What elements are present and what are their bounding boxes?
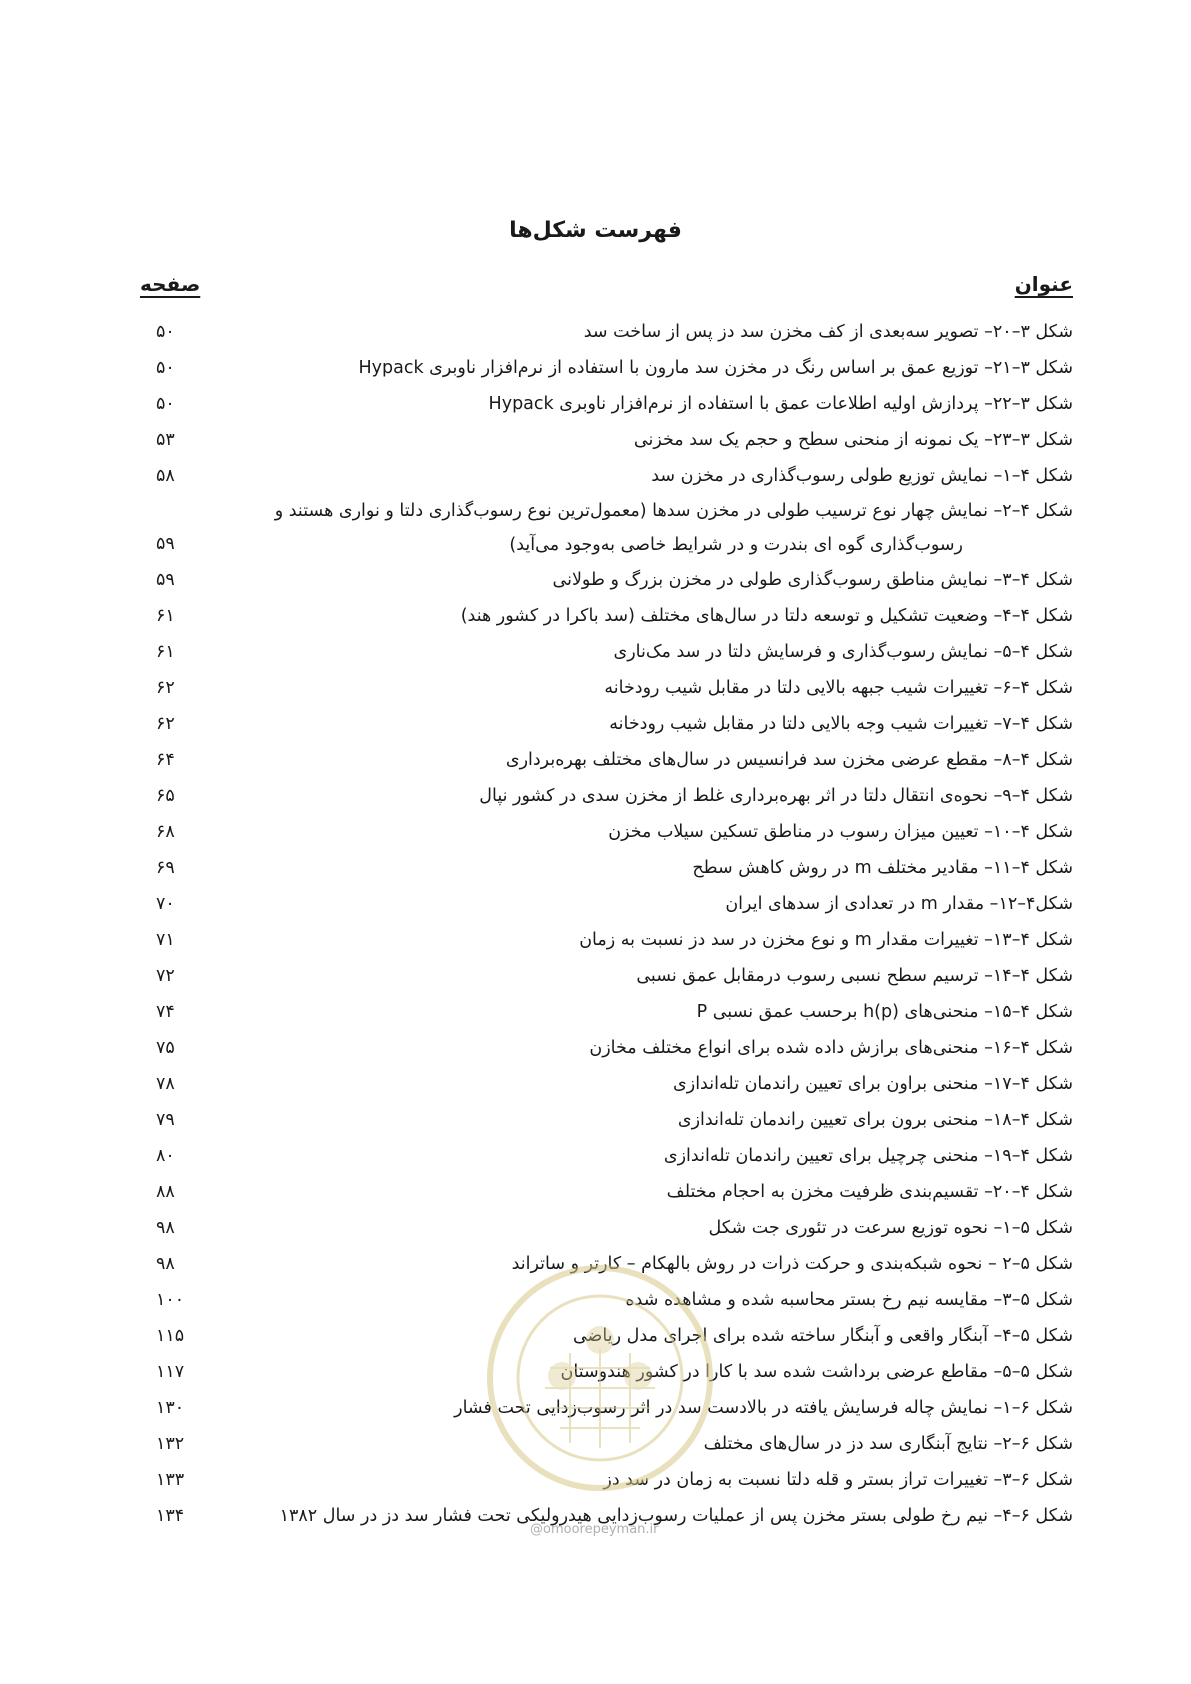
toc-entry-title: شکل ۴–۱۴– ترسیم سطح نسبی رسوب درمقابل عمق نسبی	[636, 966, 1073, 986]
toc-entry-page: ۷۹	[156, 1110, 175, 1130]
toc-entry	[140, 1066, 1073, 1102]
toc-entry	[140, 562, 1073, 598]
watermark-url: @omoorepeyman.ir	[530, 1522, 659, 1537]
toc-entry-page: ۶۴	[156, 750, 175, 770]
toc-entry-title: شکل ۴–۳– نمایش مناطق رسوب‌گذاری طولی در مخزن بزرگ و طولانی	[552, 570, 1073, 590]
toc-entry	[140, 314, 1073, 350]
toc-entry-title: شکل ۴–۷– تغییرات شیب وجه بالایی دلتا در مقابل شیب رودخانه	[609, 714, 1073, 734]
toc-entry-page: ۱۳۴	[156, 1506, 185, 1526]
toc-entry-title: شکل ۴–۱۱– مقادیر مختلف m در روش کاهش سطح	[692, 858, 1073, 878]
toc-entry-page: ۶۲	[156, 714, 175, 734]
toc-entry-title: شکل ۴–۱۸– منحنی برون برای تعیین راندمان تله‌اندازی	[677, 1110, 1073, 1130]
toc-entry-title: شکل ۴–۲– نمایش چهار نوع ترسیب طولی در مخزن سدها (معمول‌ترین نوع رسوب‌گذاری دلتا و نواری هستند و رسوب‌گذاری گوه ای بندرت و در شرایط خاصی به‌وجود می‌آید)	[140, 494, 1073, 562]
toc-entry-page: ۹۸	[156, 1218, 175, 1238]
toc-entry-title: شکل ۴–۱۵– منحنی‌های h(p) برحسب عمق نسبی P	[696, 1002, 1073, 1022]
toc-entry	[140, 1138, 1073, 1174]
toc-entry-title: شکل ۵–۲ – نحوه شبکه‌بندی و حرکت ذرات در روش بالهکام – کارتر و ساتراند	[511, 1254, 1073, 1274]
toc-entry-page: ۶۲	[156, 678, 175, 698]
toc-entry-title: شکل ۴–۱۶– منحنی‌های برازش داده شده برای انواع مختلف مخازن	[589, 1038, 1073, 1058]
column-header-page: صفحه	[140, 272, 201, 296]
toc-entry-title: شکل ۳–۲۱– توزیع عمق بر اساس رنگ در مخزن سد مارون با استفاده از نرم‌افزار ناوبری Hypack	[358, 358, 1073, 378]
toc-entry-page: ۷۸	[156, 1074, 175, 1094]
toc-entry-page: ۱۰۰	[156, 1290, 185, 1310]
toc-entry-page: ۱۳۳	[156, 1470, 185, 1490]
toc-entry	[140, 458, 1073, 494]
toc-entry-page: ۹۸	[156, 1254, 175, 1274]
toc-entry	[140, 886, 1073, 922]
toc-entry	[140, 814, 1073, 850]
toc-entry	[140, 1030, 1073, 1066]
toc-entry-page: ۵۹	[156, 570, 175, 590]
toc-entry	[140, 994, 1073, 1030]
toc-entry-page: ۷۲	[156, 966, 175, 986]
toc-entry-title: شکل ۴–۱۳– تغییرات مقدار m و نوع مخزن در سد دز نسبت به زمان	[579, 930, 1073, 950]
toc-entry	[140, 922, 1073, 958]
toc-entry-page: ۵۸	[156, 466, 175, 486]
toc-entry-page: ۵۳	[156, 430, 175, 450]
toc-entry-page: ۱۳۲	[156, 1434, 185, 1454]
toc-entry	[140, 742, 1073, 778]
toc-entry-page: ۷۴	[156, 1002, 175, 1022]
toc-entry	[140, 386, 1073, 422]
toc-entry-title: شکل ۴–۵– نمایش رسوب‌گذاری و فرسایش دلتا در سد مک‌ناری	[613, 642, 1073, 662]
toc-entry	[140, 1174, 1073, 1210]
toc-entry-page: ۵۰	[156, 358, 175, 378]
toc-entry-page: ۶۸	[156, 822, 175, 842]
toc-entry-title: شکل ۴–۱۰– تعیین میزان رسوب در مناطق تسکین سیلاب مخزن	[608, 822, 1073, 842]
toc-entry-title: شکل ۴–۱۷– منحنی براون برای تعیین راندمان تله‌اندازی	[673, 1074, 1073, 1094]
toc-entry-title: شکل ۳–۲۲– پردازش اولیه اطلاعات عمق با استفاده از نرم‌افزار ناوبری Hypack	[488, 394, 1073, 414]
toc-entry-title: شکل ۴–۲۰– تقسیم‌بندی ظرفیت مخزن به احجام مختلف	[666, 1182, 1073, 1202]
toc-entry	[140, 706, 1073, 742]
toc-entry	[140, 1210, 1073, 1246]
toc-entry-title: شکل ۴–۴– وضعیت تشکیل و توسعه دلتا در سال‌های مختلف (سد باکرا در کشور هند)	[460, 606, 1073, 626]
toc-entry-page: ۵۰	[156, 322, 175, 342]
toc-entry	[140, 850, 1073, 886]
toc-entry-title: شکل ۴–۶– تغییرات شیب جبهه بالایی دلتا در مقابل شیب رودخانه	[604, 678, 1073, 698]
toc-entry-page: ۶۵	[156, 786, 175, 806]
toc-entry-page: ۵۰	[156, 394, 175, 414]
toc-entry-title: شکل ۵–۵– مقاطع عرضی برداشت شده سد با کارا در کشور هندوستان	[560, 1362, 1073, 1382]
toc-entry-page: ۸۸	[156, 1182, 175, 1202]
toc-entry-page: ۷۰	[156, 894, 175, 914]
toc-entry	[140, 670, 1073, 706]
toc-entry-page: ۱۱۷	[156, 1362, 185, 1382]
toc-entry-page: ۱۳۰	[156, 1398, 185, 1418]
page-title: فهرست شکل‌ها	[509, 218, 682, 243]
toc-entry-title: شکل ۵–۳– مقایسه نیم رخ بستر محاسبه شده و مشاهده شده	[625, 1290, 1073, 1310]
toc-entry-page: ۶۱	[156, 642, 175, 662]
toc-entry	[140, 422, 1073, 458]
column-header-title: عنوان	[1014, 272, 1073, 296]
toc-entry	[140, 778, 1073, 814]
toc-entry-title: شکل ۳–۲۰– تصویر سه‌بعدی از کف مخزن سد دز پس از ساخت سد	[583, 322, 1073, 342]
toc-entry-title: شکل ۴–۱۹– منحنی چرچیل برای تعیین راندمان تله‌اندازی	[663, 1146, 1073, 1166]
toc-entry	[140, 350, 1073, 386]
toc-entry-page: ۸۰	[156, 1146, 175, 1166]
toc-entry	[140, 958, 1073, 994]
toc-entry-page: ۱۱۵	[156, 1326, 185, 1346]
toc-entry-page: ۷۵	[156, 1038, 175, 1058]
toc-entry-page: ۶۱	[156, 606, 175, 626]
toc-entry-title: شکل ۴–۸– مقطع عرضی مخزن سد فرانسیس در سال‌های مختلف بهره‌برداری	[505, 750, 1073, 770]
toc-entry-page: ۷۱	[156, 930, 175, 950]
toc-entry-title-continuation: رسوب‌گذاری گوه ای بندرت و در شرایط خاصی به‌وجود می‌آید)	[509, 535, 963, 555]
toc-entry	[140, 634, 1073, 670]
toc-entry	[140, 1102, 1073, 1138]
toc-entry-title: شکل ۶–۴– نیم رخ طولی بستر مخزن پس از عملیات رسوب‌زدایی هیدرولیکی تحت فشار سد دز در سال ۱۳۸۲	[279, 1506, 1073, 1526]
toc-entry-title: شکل ۶–۲– نتایج آبنگاری سد دز در سال‌های مختلف	[703, 1434, 1073, 1454]
toc-entry-title: شکل ۶–۱– نمایش چاله فرسایش یافته در بالادست سد در اثر رسوب‌زدایی تحت فشار	[454, 1398, 1073, 1418]
toc-entry-title: شکل ۳–۲۳– یک نمونه از منحنی سطح و حجم یک سد مخزنی	[633, 430, 1073, 450]
toc-entry-title: شکل ۵–۴– آبنگار واقعی و آبنگار ساخته شده برای اجرای مدل ریاضی	[572, 1326, 1073, 1346]
toc-entry	[140, 494, 1073, 562]
toc-entry-page: ۶۹	[156, 858, 175, 878]
toc-entry	[140, 598, 1073, 634]
publisher-stamp-icon	[470, 1258, 730, 1498]
toc-entry-title: شکل ۴–۹– نحوه‌ی انتقال دلتا در اثر بهره‌برداری غلط از مخزن سدی در کشور نپال	[479, 786, 1073, 806]
toc-entry-title: شکل ۶–۳– تغییرات تراز بستر و قله دلتا نسبت به زمان در سد دز	[603, 1470, 1073, 1490]
toc-entry-title: شکل ۵–۱– نحوه توزیع سرعت در تئوری جت شکل	[708, 1218, 1073, 1238]
toc-entry-title: شکل۴–۱۲– مقدار m در تعدادی از سدهای ایران	[725, 894, 1073, 914]
toc-entry-page: ۵۹	[156, 534, 175, 554]
toc-entry-title: شکل ۴–۱– نمایش توزیع طولی رسوب‌گذاری در مخزن سد	[651, 466, 1073, 486]
